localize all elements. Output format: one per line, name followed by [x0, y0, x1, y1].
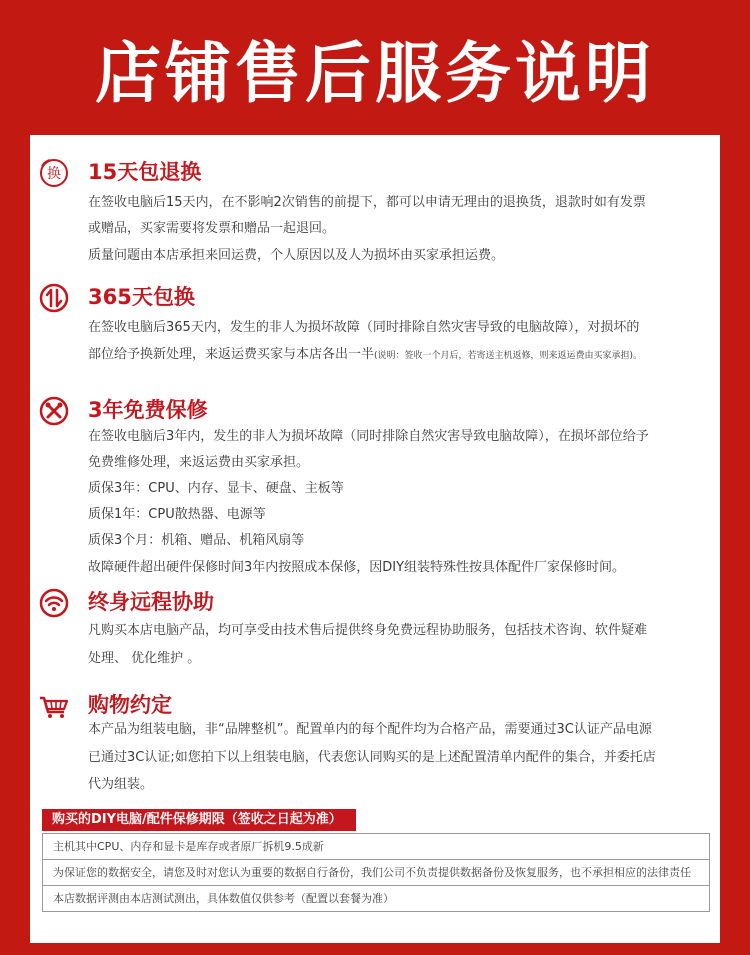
- section-text-line: 质量问题由本店承担来回运费，个人原因以及人为损坏由买家承担运费。: [88, 248, 505, 263]
- svg-text:换: 换: [47, 166, 61, 182]
- table-row: 主机其中CPU、内存和显卡是库存或者原厂拆机9.5成新: [43, 834, 709, 860]
- page-title: 店铺售后服务说明: [95, 35, 655, 112]
- section-title: 365天包换: [88, 285, 195, 309]
- exchange-stamp-icon: [38, 157, 70, 189]
- section-text-line: 质保3年：CPU、内存、显卡、硬盘、主板等: [88, 481, 344, 496]
- section-title: 3年免费保修: [88, 398, 208, 422]
- section-title: 终身远程协助: [88, 590, 214, 614]
- page-header: [0, 0, 750, 135]
- content-panel: [30, 135, 720, 943]
- section-text-line: 在签收电脑后3年内，发生的非人为损坏故障（同时排除自然灾害导致电脑故障），在损坏部位给予: [88, 429, 649, 444]
- section-text-line: 凡购买本店电脑产品，均可享受由技术售后提供终身免费远程协助服务，包括技术咨询、软件疑难: [88, 623, 648, 638]
- repair-tools-icon: [38, 395, 70, 427]
- shopping-cart-icon: [38, 690, 70, 722]
- table-row: 本店数据评测由本店测试测出，具体数值仅供参考（配置以套餐为准）: [53, 892, 394, 905]
- swap-arrows-icon: [38, 282, 70, 314]
- section-title: 15天包退换: [88, 160, 202, 184]
- wifi-signal-icon: [38, 587, 70, 619]
- section-text-line: 在签收电脑后15天内，在不影响2次销售的前提下，都可以申请无理由的退换货，退款时如有发票: [88, 195, 646, 210]
- section-text-line: 质保1年：CPU散热器、电源等: [88, 507, 266, 522]
- section-text-line: 代为组装。: [88, 777, 154, 792]
- section-text-line: 处理、 优化维护 。: [88, 651, 201, 666]
- section-text-line: 故障硬件超出硬件保修时间3年内按照成本保修，因DIY组装特殊性按具体配件厂家保修时间。: [88, 560, 626, 575]
- section-text-line: 质保3个月：机箱、赠品、机箱风扇等: [88, 533, 305, 548]
- warranty-period-bar: 购买的DIY电脑/配件保修期限（签收之日起为准）: [42, 809, 356, 831]
- section-title: 购物约定: [88, 693, 172, 717]
- warranty-table: [42, 833, 710, 912]
- table-row: 为保证您的数据安全，请您及时对您认为重要的数据自行备份，我们公司不负责提供数据备份及恢复服务，也不承担相应的法律责任: [43, 860, 709, 886]
- section-text-line: 本产品为组装电脑，非“品牌整机”。配置单内的每个配件均为合格产品，需要通过3C认证产品电源: [88, 722, 652, 737]
- section-text-line: 部位给予换新处理，来返运费买家与本店各出一半(说明：签收一个月后，若寄送主机返修，则来返运费由买家承担)。: [88, 347, 643, 362]
- section-note: (说明：签收一个月后，若寄送主机返修，则来返运费由买家承担)。: [374, 351, 643, 361]
- section-text-line: 已通过3C认证;如您拍下以上组装电脑，代表您认同购买的是上述配置清单内配件的集合，并委托店: [88, 750, 656, 765]
- section-text-line: 免费维修处理，来返运费由买家承担。: [88, 455, 310, 470]
- section-text-line: 或赠品，买家需要将发票和赠品一起退回。: [88, 221, 336, 236]
- section-text-line: 在签收电脑后365天内，发生的非人为损坏故障（同时排除自然灾害导致的电脑故障），对损坏的: [88, 320, 640, 335]
